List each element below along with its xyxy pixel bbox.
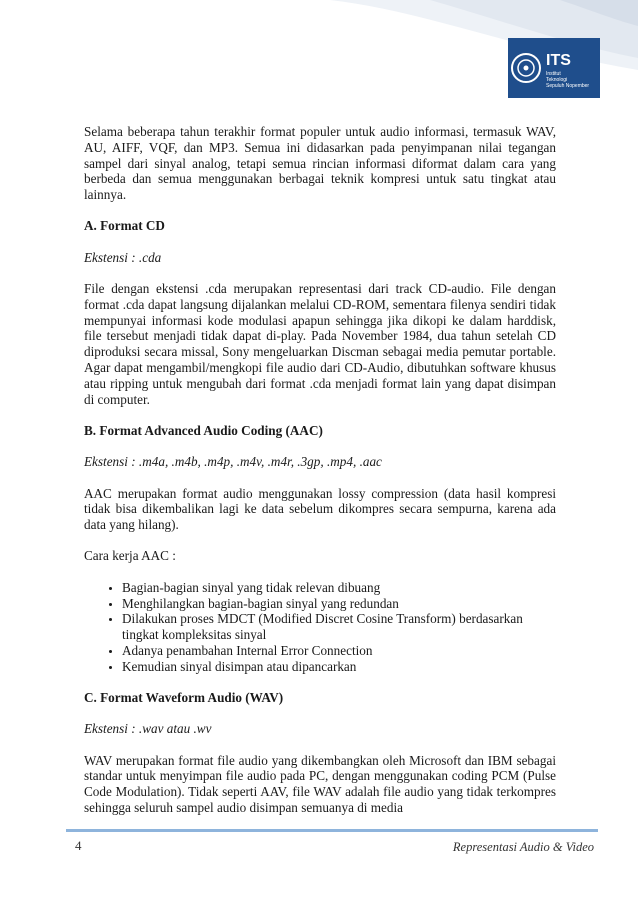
- aac-steps-label: Cara kerja AAC :: [84, 548, 176, 564]
- list-item: • Dilakukan proses MDCT (Modified Discret Cosine Transform) berdasarkan tingkat kompleksitas sinyal: [122, 611, 556, 643]
- wav-extension: Ekstensi : .wav atau .wv: [84, 721, 212, 737]
- aac-steps-list: [84, 580, 556, 675]
- section-heading-aac: B. Format Advanced Audio Coding (AAC): [84, 422, 323, 438]
- wav-body: WAV merupakan format file audio yang dikembangkan oleh Microsoft dan IBM sebagai standar untuk menyimpan file audio pada PC, dengan menggunakan coding PCM (Pulse Code Modulation). Tidak seperti AAV, file WAV adalah file audio yang tidak terkompres sehingga seluruh sampel audio disimpan semuanya di media: [84, 752, 556, 815]
- list-item: • Adanya penambahan Internal Error Connection: [122, 643, 556, 659]
- list-item: • Bagian-bagian sinyal yang tidak relevan dibuang: [122, 580, 556, 596]
- list-item: • Menghilangkan bagian-bagian sinyal yang redundan: [122, 596, 556, 612]
- footer-title: Representasi Audio & Video: [452, 840, 594, 854]
- logo-line-3: Sepuluh Nopember: [546, 83, 590, 89]
- list-item: • Kemudian sinyal disimpan atau dipancarkan: [122, 659, 556, 675]
- cd-extension: Ekstensi : .cda: [84, 249, 162, 265]
- footer-rule: [66, 829, 598, 832]
- intro-paragraph: Selama beberapa tahun terakhir format populer untuk audio informasi, termasuk WAV, AU, AIFF, VQF, dan MP3. Semua ini didasarkan pada penyimpanan nilai tegangan sampel dari sinyal analog, tetapi semua rincian informasi diformat dalam cara yang berbeda dan semua menggunakan berbagai teknik kompresi untuk satu tingkat atau lainnya.: [84, 124, 556, 203]
- section-heading-wav: C. Format Waveform Audio (WAV): [84, 690, 284, 706]
- its-emblem-icon: [508, 38, 600, 98]
- logo-abbr: ITS: [546, 52, 571, 69]
- cd-body: File dengan ekstensi .cda merupakan representasi dari track CD-audio. File dengan format .cda dapat langsung dijalankan melalui CD-ROM, sementara filenya sendiri tidak mempunyai informasi kode modulasi apapun sehingga jika dikopi ke dalam harddisk, file tersebut menjadi tidak dapat di-play. Pada November 1984, dua tahun setelah CD diproduksi secara missal, Sony mengeluarkan Discman sebagai media pemutar portable. Agar dapat mengambil/mengkopi file audio dari CD-Audio, dibutuhkan software khusus atau ripping untuk mengubah dari format .cda menjadi format lain yang dapat disimpan di computer.: [84, 281, 556, 407]
- logo-line-1: Institut: [546, 71, 561, 77]
- its-logo: [508, 38, 600, 98]
- document-body: [84, 124, 556, 831]
- logo-line-2: Teknologi: [546, 77, 568, 83]
- aac-body: AAC merupakan format audio menggunakan lossy compression (data hasil kompresi tidak bisa dikembalikan lagi ke data sebelum dikompres secara sempurna, karena ada data yang hilang).: [84, 485, 556, 533]
- aac-extension: Ekstensi : .m4a, .m4b, .m4p, .m4v, .m4r, .3gp, .mp4, .aac: [84, 454, 382, 470]
- section-heading-cd: A. Format CD: [84, 218, 165, 234]
- page-number: 4: [75, 838, 82, 853]
